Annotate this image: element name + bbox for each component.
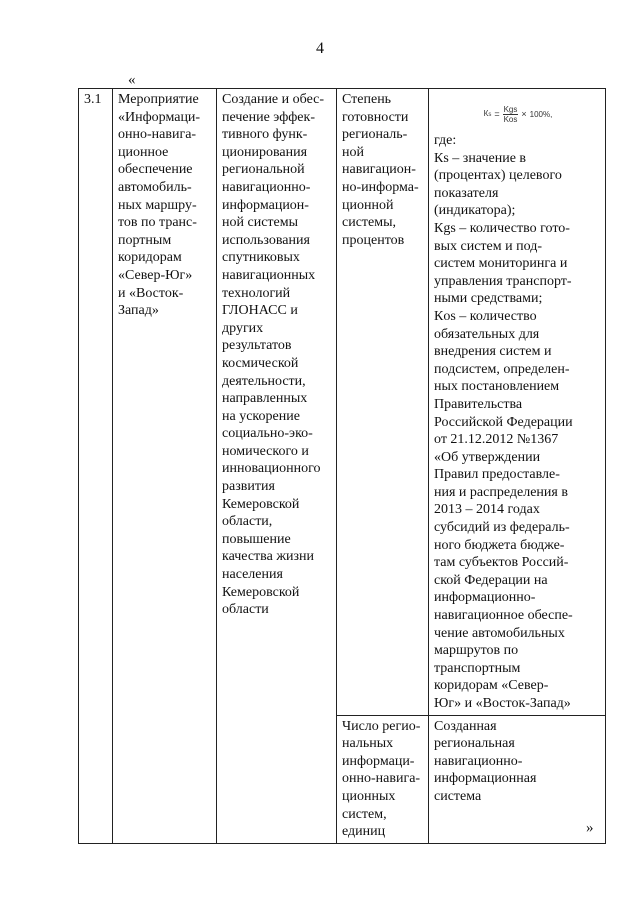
definition-text-line: ных постановлением xyxy=(434,379,560,395)
definition-text-line: ными средствами; xyxy=(434,291,543,307)
event-text-line: обеспечение xyxy=(118,162,193,178)
indicator-text-line: систем, xyxy=(342,806,387,822)
goal-text-line: спутниковых xyxy=(222,250,300,266)
percentage-formula xyxy=(434,105,602,124)
goal-text-line: Создание и обес- xyxy=(222,92,325,107)
formula-times: × xyxy=(521,109,527,119)
goal-text-line: других xyxy=(222,320,264,336)
goal-cell xyxy=(217,89,337,844)
method-text-line: региональная xyxy=(434,736,515,752)
event-text-line: автомобиль- xyxy=(118,179,192,195)
event-cell xyxy=(113,89,217,844)
definition-text-line: Кs – значение в xyxy=(434,150,527,166)
definition-text-line: систем мониторинга и xyxy=(434,256,568,272)
definition-text-line: 2013 – 2014 годах xyxy=(434,502,540,518)
formula-lhs: Кs xyxy=(483,109,492,118)
goal-text-line: космической xyxy=(222,355,299,371)
definition-text-line: субсидий из федераль- xyxy=(434,520,570,536)
definition-text-line: где: xyxy=(434,133,457,148)
goal-text-line: номического и xyxy=(222,443,309,459)
indicator-cell xyxy=(337,89,429,716)
goal-text-line: направленных xyxy=(222,391,308,407)
goal-text-line: информацион- xyxy=(222,197,309,213)
goal-text-line: области, xyxy=(222,514,273,530)
goal-text-line: деятельности, xyxy=(222,373,306,389)
method-text-line: информационная xyxy=(434,771,537,787)
goal-text-line: Кемеровской xyxy=(222,584,300,600)
indicator-text-line: процентов xyxy=(342,232,405,248)
method-text-line: навигационно- xyxy=(434,753,523,769)
goal-text-line: области xyxy=(222,602,269,618)
definition-text-line: ния и распределения в xyxy=(434,484,568,500)
formula-fraction xyxy=(503,105,519,124)
definition-text-line: от 21.12.2012 №1367 xyxy=(434,432,559,448)
indicator-text-line: системы, xyxy=(342,215,397,231)
definition-text-line: показателя xyxy=(434,185,499,201)
page-number: 4 xyxy=(316,40,324,57)
opening-quote-mark: « xyxy=(128,72,136,88)
definition-text-line: Кos – количество xyxy=(434,308,537,324)
indicator-text-line: навигацион- xyxy=(342,162,416,178)
definition-text-line: Российской Федерации xyxy=(434,414,573,430)
indicator-text-line: ционной xyxy=(342,197,394,213)
definition-text-line: обязательных для xyxy=(434,326,540,342)
closing-quote-mark: » xyxy=(586,820,594,836)
indicator-text-line: Число регио- xyxy=(342,718,421,734)
definition-text-line: маршрутов по xyxy=(434,643,519,659)
event-text-line: коридорам xyxy=(118,250,182,266)
formula-denominator: Kos xyxy=(503,115,518,124)
definition-text-line: коридорам «Север- xyxy=(434,678,549,694)
goal-text-line: результатов xyxy=(222,338,292,354)
definition-text-line: (индикатора); xyxy=(434,203,516,219)
definition-text-line: (процентах) целевого xyxy=(434,168,562,184)
formula-percent: 100%, xyxy=(529,110,553,119)
definition-text-line: внедрения систем и xyxy=(434,344,552,360)
goal-text-line: технологий xyxy=(222,285,291,301)
event-text-line: «Информаци- xyxy=(118,109,201,125)
indicator-text-line: единиц xyxy=(342,824,386,840)
goal-text-line: развития xyxy=(222,479,275,495)
goal-text-line: региональной xyxy=(222,162,305,178)
indicator-text-line: онно-навига- xyxy=(342,771,421,787)
formula-numerator: Kgs xyxy=(503,105,518,114)
definition-text-line: транспортным xyxy=(434,660,521,676)
goal-text-line: ной системы xyxy=(222,215,299,231)
goal-text-line: тивного функ- xyxy=(222,127,308,143)
goal-text-line: населения xyxy=(222,567,283,583)
definition-text-line: там субъектов Россий- xyxy=(434,555,569,571)
goal-text-line: повышение xyxy=(222,531,291,547)
indicator-cell xyxy=(337,715,429,843)
indicator-text-line: нальных xyxy=(342,736,394,752)
event-text-line: «Север-Юг» xyxy=(118,267,193,283)
definition-text-line: Правил предоставле- xyxy=(434,467,560,483)
goal-text-line: инновационного xyxy=(222,461,321,477)
program-table xyxy=(78,88,606,844)
event-text-line: портным xyxy=(118,232,172,248)
goal-text-line: на ускорение xyxy=(222,408,300,424)
indicator-text-line: информаци- xyxy=(342,753,415,769)
definition-text-line: ской Федерации на xyxy=(434,572,548,588)
row-number: 3.1 xyxy=(84,92,102,107)
definition-text-line: ного бюджета бюдже- xyxy=(434,537,565,553)
formula-equals: = xyxy=(494,109,500,119)
goal-text-line: ционирования xyxy=(222,144,308,160)
calculation-method-cell xyxy=(429,715,606,843)
indicator-text-line: Степень xyxy=(342,92,392,107)
event-text-line: Запад» xyxy=(118,303,159,319)
definition-text-line: подсистем, определен- xyxy=(434,361,570,377)
event-text-line: онно-навига- xyxy=(118,127,197,143)
goal-text-line: навигационно- xyxy=(222,179,311,195)
definition-text-line: управления транспорт- xyxy=(434,273,572,289)
indicator-text-line: региональ- xyxy=(342,127,408,143)
row-number-cell xyxy=(79,89,113,844)
event-text-line: ционное xyxy=(118,144,169,160)
table-row xyxy=(79,89,606,716)
definition-text-line: Юг» и «Восток-Запад» xyxy=(434,696,571,711)
formula-definitions xyxy=(434,132,602,713)
indicator-text-line: ной xyxy=(342,144,364,160)
event-text-line: тов по транс- xyxy=(118,215,197,231)
goal-text-line: Кемеровской xyxy=(222,496,300,512)
goal-text-line: использования xyxy=(222,232,310,248)
indicator-text-line: готовности xyxy=(342,109,409,125)
goal-text-line: ГЛОНАСС и xyxy=(222,303,298,319)
definition-text-line: Правительства xyxy=(434,396,523,412)
event-text-line: и «Восток- xyxy=(118,285,184,301)
definition-text-line: навигационное обеспе- xyxy=(434,608,573,624)
indicator-text-line: ционных xyxy=(342,788,396,804)
calculation-method-cell xyxy=(429,89,606,716)
definition-text-line: чение автомобильных xyxy=(434,625,565,641)
method-text-line: Созданная xyxy=(434,718,497,734)
definition-text-line: информационно- xyxy=(434,590,536,606)
indicator-text-line: но-информа- xyxy=(342,179,419,195)
event-text-line: Мероприятие xyxy=(118,92,199,107)
method-text-line: система xyxy=(434,788,482,804)
definition-text-line: «Об утверждении xyxy=(434,449,541,465)
event-text-line: ных маршру- xyxy=(118,197,197,213)
goal-text-line: качества жизни xyxy=(222,549,314,565)
goal-text-line: печение эффек- xyxy=(222,109,315,125)
goal-text-line: социально-эко- xyxy=(222,426,313,442)
definition-text-line: Кgs – количество гото- xyxy=(434,220,570,236)
definition-text-line: вых систем и под- xyxy=(434,238,542,254)
goal-text-line: навигационных xyxy=(222,267,316,283)
